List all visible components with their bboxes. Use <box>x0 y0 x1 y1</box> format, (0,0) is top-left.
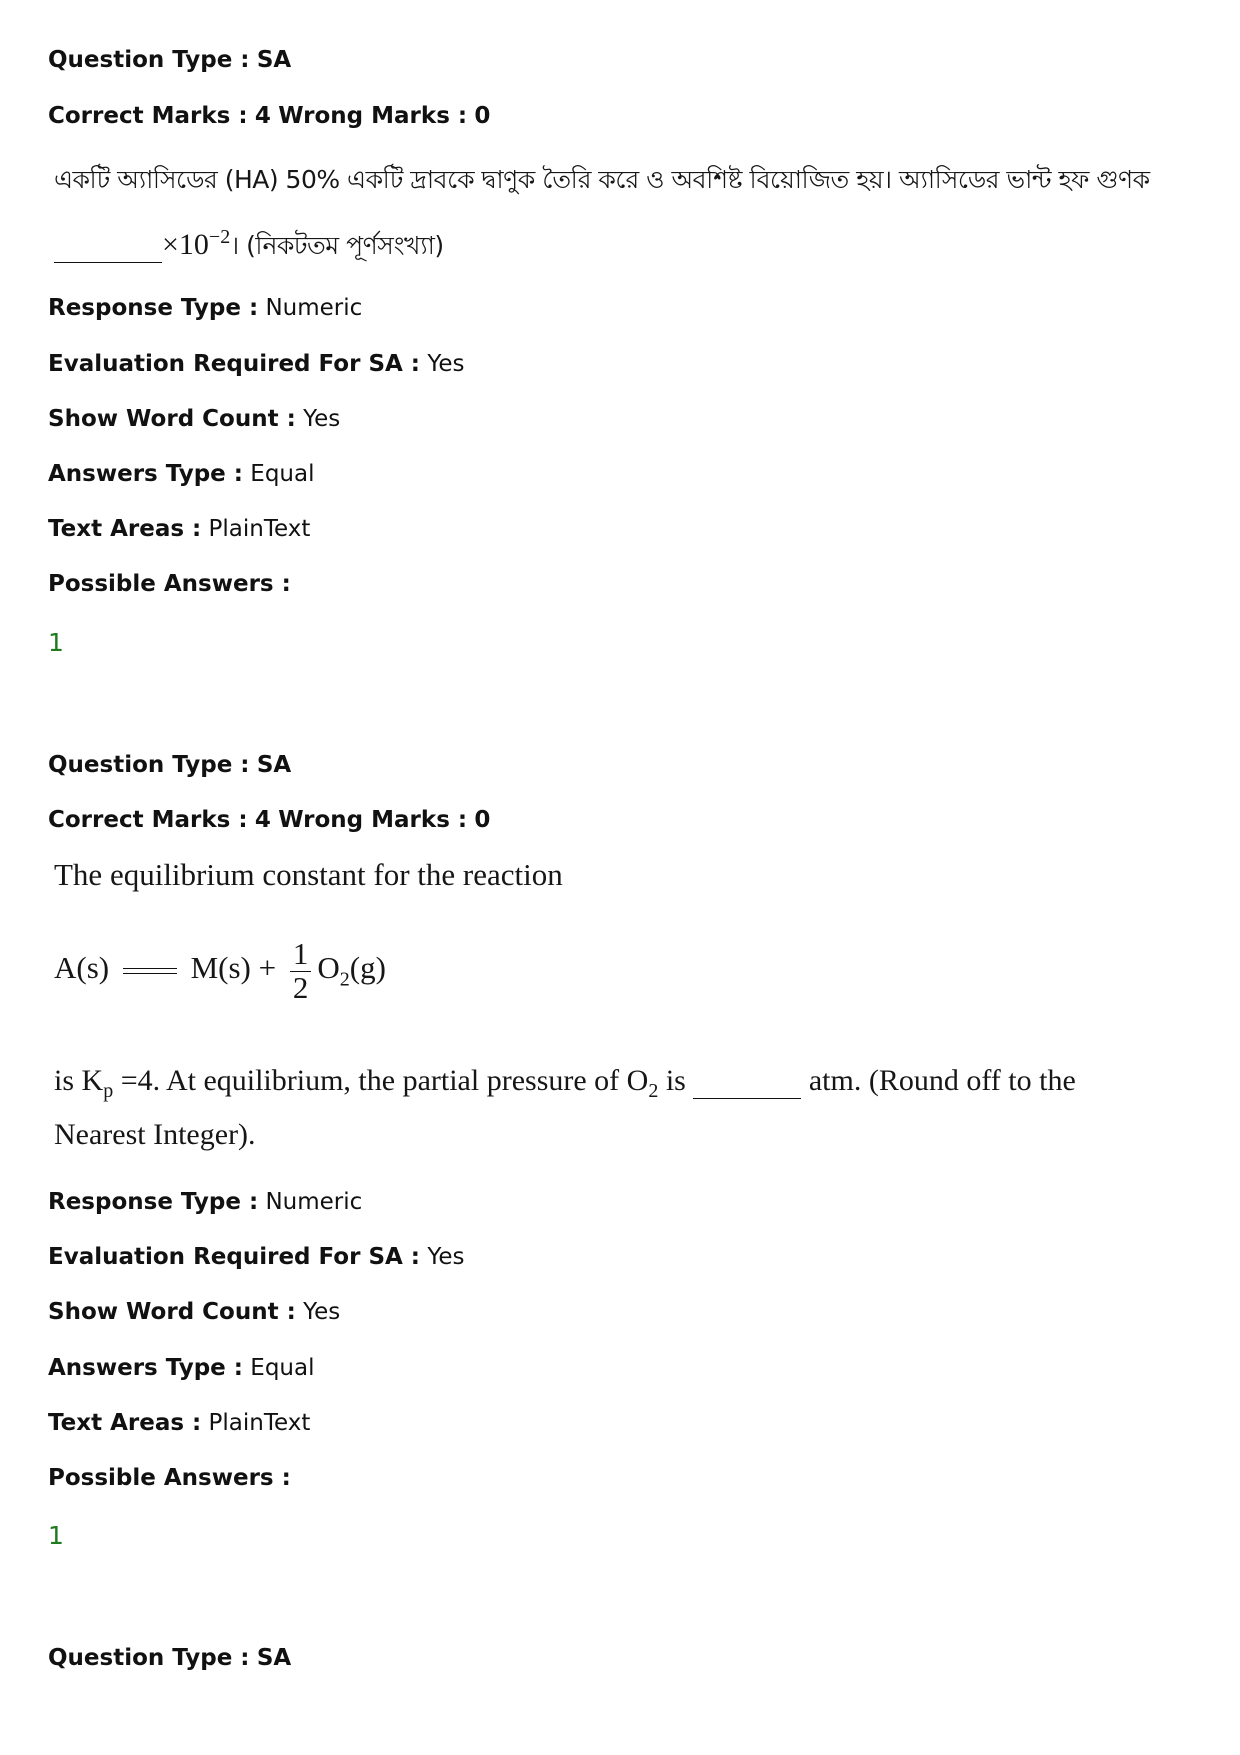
question-type-label: Question Type : <box>48 752 250 778</box>
possible-answer-value: 1 <box>48 628 64 657</box>
evaluation-value: Yes <box>427 351 465 377</box>
answers-type-2 <box>48 1355 315 1381</box>
word-count-label: Show Word Count : <box>48 1299 296 1325</box>
o2-subscript: 2 <box>648 1080 659 1102</box>
question-type-label: Question Type : <box>48 47 250 73</box>
answers-type-value: Equal <box>250 461 315 487</box>
question-tail: । (নিকটতম পূর্ণসংখ্যা) <box>230 231 444 260</box>
text-areas-label: Text Areas : <box>48 516 202 542</box>
question-intro: The equilibrium constant for the reaction <box>54 857 563 892</box>
question-type-1 <box>48 47 291 73</box>
correct-marks-value: 4 <box>254 103 271 129</box>
question-type-label: Question Type : <box>48 1645 250 1671</box>
evaluation-value: Yes <box>427 1244 465 1270</box>
evaluation-label: Evaluation Required For SA : <box>48 351 421 377</box>
gas-state: (g) <box>349 950 386 986</box>
atm-text: atm. (Round off to the <box>801 1064 1076 1097</box>
evaluation-required-2 <box>48 1244 464 1270</box>
text-areas-value: PlainText <box>208 1410 311 1436</box>
response-type-label: Response Type : <box>48 295 259 321</box>
answers-type-1 <box>48 461 315 487</box>
exponent: −2 <box>208 226 231 248</box>
wrong-marks-label: Wrong Marks : <box>278 807 468 833</box>
fraction-denominator: 2 <box>292 969 309 1005</box>
response-type-label: Response Type : <box>48 1189 259 1215</box>
response-type-1 <box>48 295 362 321</box>
question-text-bengali-line-1: একটি অ্যাসিডের (HA) 50% একটি দ্রাবকে দ্বাণুক তৈরি করে ও অবশিষ্ট বিয়োজিত হয়। অ্যাসিডের ভান্ট হফ গুণক <box>54 165 1150 194</box>
question-body-line <box>54 1064 1076 1103</box>
response-type-value: Numeric <box>265 1189 363 1215</box>
response-type-2 <box>48 1189 362 1215</box>
question-type-value: SA <box>256 1645 292 1671</box>
answer-blank <box>693 1064 801 1099</box>
evaluation-label: Evaluation Required For SA : <box>48 1244 421 1270</box>
show-word-count-2 <box>48 1299 340 1325</box>
wrong-marks-label: Wrong Marks : <box>278 103 468 129</box>
equilibrium-arrow-icon <box>123 966 177 976</box>
word-count-value: Yes <box>303 406 341 432</box>
possible-answers-label: Possible Answers : <box>48 571 291 597</box>
question-type-value: SA <box>256 752 292 778</box>
is-text: is <box>658 1064 694 1097</box>
text-areas-label: Text Areas : <box>48 1410 202 1436</box>
show-word-count-1 <box>48 406 340 432</box>
times-ten: ×10 <box>162 228 209 261</box>
word-count-label: Show Word Count : <box>48 406 296 432</box>
answers-type-label: Answers Type : <box>48 1355 243 1381</box>
text-areas-1 <box>48 516 310 542</box>
possible-answers-label: Possible Answers : <box>48 1465 291 1491</box>
question-text-bengali-line-2 <box>54 226 444 269</box>
possible-answers-1 <box>48 571 291 597</box>
question-type-2 <box>48 752 291 778</box>
correct-marks-label: Correct Marks : <box>48 807 248 833</box>
possible-answer-value: 1 <box>48 1521 64 1550</box>
answers-type-label: Answers Type : <box>48 461 243 487</box>
correct-marks-label: Correct Marks : <box>48 103 248 129</box>
marks-2 <box>48 807 490 833</box>
k-subscript: p <box>103 1080 114 1102</box>
reaction-equation <box>54 938 386 1004</box>
wrong-marks-value: 0 <box>474 103 491 129</box>
question-body-line-2: Nearest Integer). <box>54 1118 256 1151</box>
is-k: is K <box>54 1064 104 1097</box>
reaction-right: M(s) + <box>190 950 277 986</box>
oxygen-subscript: 2 <box>339 968 350 991</box>
reaction-left: A(s) <box>54 950 110 986</box>
answer-blank <box>54 228 162 263</box>
fraction <box>290 938 312 1004</box>
fraction-numerator: 1 <box>290 938 312 972</box>
question-type-value: SA <box>256 47 292 73</box>
evaluation-required-1 <box>48 351 464 377</box>
possible-answers-2 <box>48 1465 291 1491</box>
question-type-3 <box>48 1645 291 1671</box>
wrong-marks-value: 0 <box>474 807 491 833</box>
marks-1 <box>48 103 490 129</box>
equilibrium-text: =4. At equilibrium, the partial pressure of O <box>113 1064 649 1097</box>
word-count-value: Yes <box>303 1299 341 1325</box>
answers-type-value: Equal <box>250 1355 315 1381</box>
text-areas-2 <box>48 1410 310 1436</box>
oxygen: O <box>317 950 340 986</box>
text-areas-value: PlainText <box>208 516 311 542</box>
response-type-value: Numeric <box>265 295 363 321</box>
correct-marks-value: 4 <box>254 807 271 833</box>
